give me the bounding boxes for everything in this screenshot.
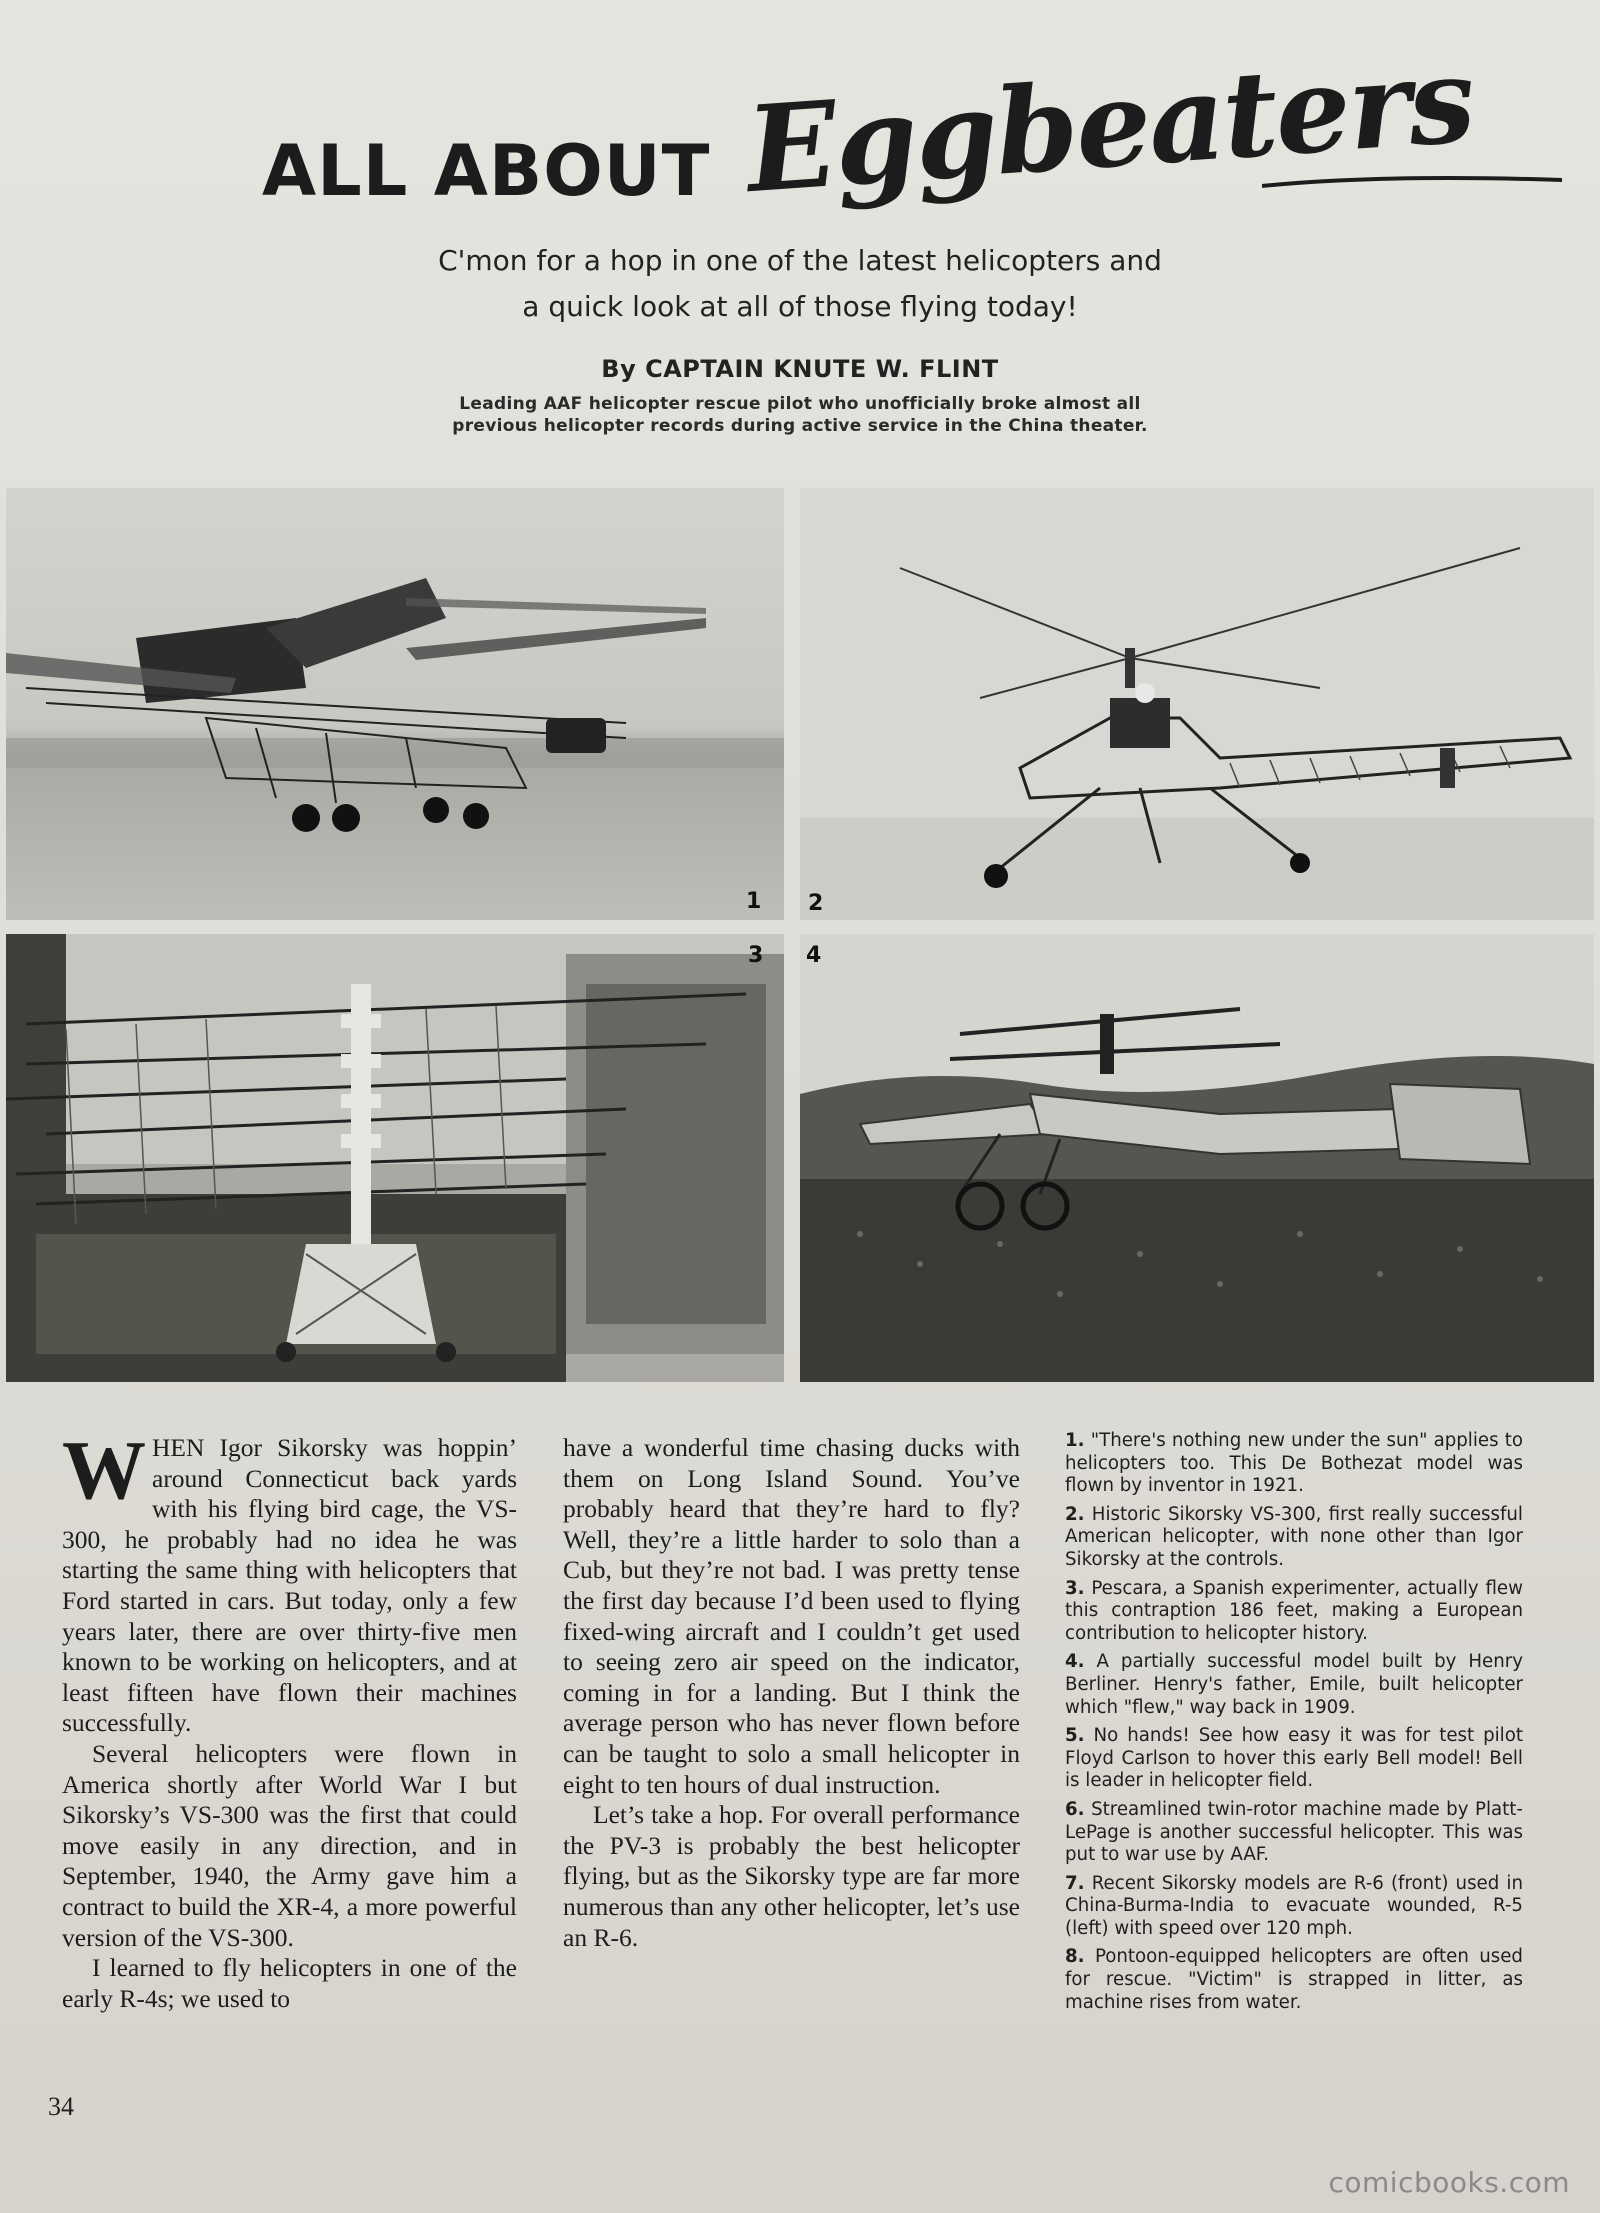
- caption-1-number: 1.: [1065, 1430, 1085, 1451]
- photo-1-de-bothezat: [6, 488, 784, 920]
- bio-line-2: previous helicopter records during active service in the China theater.: [452, 416, 1148, 436]
- caption-1: [1065, 1430, 1523, 1498]
- caption-2-text: Historic Sikorsky VS-300, first really successful American helicopter, with none other than Igor Sikorsky at the controls.: [1065, 1503, 1523, 1570]
- caption-5-number: 5.: [1065, 1725, 1085, 1747]
- caption-8-number: 8.: [1065, 1946, 1085, 1968]
- article-paragraph-3: I learned to fly helicopters in one of the early R-4s; we used to: [62, 1953, 517, 2013]
- caption-3-number: 3.: [1065, 1577, 1085, 1599]
- caption-8: [1065, 1946, 1523, 2014]
- caption-6-number: 6.: [1065, 1798, 1085, 1820]
- page-number: 34: [48, 2092, 74, 2121]
- caption-3: [1065, 1578, 1523, 1646]
- site-watermark: comicbooks.com: [1328, 2166, 1570, 2199]
- photo-4-berliner: [800, 934, 1594, 1382]
- caption-6-text: Streamlined twin-rotor machine made by Platt-LePage is another successful helicopter. This was put to war use by AAF.: [1065, 1798, 1523, 1866]
- caption-7-number: 7.: [1065, 1872, 1085, 1894]
- article-paragraph-2: Several helicopters were flown in America shortly after World War I but Sikorsky’s VS-300 was the first that could move easily in any direction, and in September, 1940, the Army gave him a contract to build the XR-4, a more powerful version of the VS-300.: [62, 1738, 517, 1952]
- photo-2-number: 2: [808, 891, 824, 916]
- caption-4-text: A partially successful model built by Henry Berliner. Henry's father, Emile, built helicopter which "flew," way back in 1909.: [1065, 1651, 1523, 1718]
- photo-4-number: 4: [806, 943, 822, 968]
- bio-line-1: Leading AAF helicopter rescue pilot who unofficially broke almost all: [459, 394, 1141, 414]
- caption-5-text: No hands! See how easy it was for test pilot Floyd Carlson to hover this early Bell model! Bell is leader in helicopter field.: [1065, 1725, 1523, 1792]
- drop-cap: W: [62, 1424, 146, 1517]
- caption-4-number: 4.: [1065, 1651, 1085, 1673]
- article-column-2: [563, 1433, 1020, 1953]
- photo-3-number: 3: [748, 943, 764, 968]
- caption-2-number: 2.: [1065, 1503, 1085, 1525]
- caption-4: [1065, 1651, 1523, 1719]
- author-byline: By CAPTAIN KNUTE W. FLINT: [601, 355, 999, 383]
- author-bio: [360, 393, 1240, 437]
- paragraph-1-text: HEN Igor Sikorsky was hoppin’ around Connecticut back yards with his flying bird cage, the VS-300, he probably had no idea he was starting the same thing with helicopters that Ford started in cars. But today, only a few years later, there are over thirty-five men known to be working on helicopters, and at least fifteen have flown their machines successfully.: [62, 1433, 517, 1738]
- caption-8-text: Pontoon-equipped helicopters are often used for rescue. "Victim" is strapped in litter, as machine rises from water.: [1065, 1946, 1523, 2013]
- caption-3-text: Pescara, a Spanish experimenter, actually flew this contraption 186 feet, making a European contribution to helicopter history.: [1065, 1577, 1523, 1644]
- article-paragraph-1: [62, 1424, 517, 1739]
- photo-captions: [1065, 1430, 1523, 2020]
- subtitle-line-2: a quick look at all of those flying today!: [522, 290, 1078, 323]
- title-block-text: ALL ABOUT: [262, 130, 711, 212]
- subtitle-line-1: C'mon for a hop in one of the latest helicopters and: [438, 244, 1162, 277]
- photo-3-pescara: [6, 934, 784, 1382]
- title-script-text: Eggbeaters: [742, 29, 1478, 219]
- caption-2: [1065, 1504, 1523, 1572]
- article-paragraph-5: Let’s take a hop. For overall performance the PV-3 is probably the best helicopter flying, but as the Sikorsky type are far more numerous than any other helicopter, let’s use an R-6.: [563, 1800, 1020, 1952]
- caption-7-text: Recent Sikorsky models are R-6 (front) used in China-Burma-India to evacuate wounded, R-5 (left) with speed over 120 mph.: [1065, 1872, 1523, 1939]
- photo-2-sikorsky-vs300: [800, 488, 1594, 920]
- caption-7: [1065, 1873, 1523, 1941]
- caption-1-text: "There's nothing new under the sun" applies to helicopters too. This De Bothezat model was flown by inventor in 1921.: [1065, 1430, 1523, 1497]
- article-title: [262, 29, 1478, 230]
- title-swash-stroke: [1262, 168, 1562, 198]
- caption-6: [1065, 1799, 1523, 1867]
- caption-5: [1065, 1725, 1523, 1793]
- article-paragraph-4: have a wonderful time chasing ducks with them on Long Island Sound. You’ve probably heard that they’re hard to fly? Well, they’re a little harder to solo than a Cub, but they’re not bad. I was pretty tense the first day because I’d been used to flying fixed-wing aircraft and I couldn’t get used to seeing zero air speed on the indicator, coming in for a landing. But I think the average person who has never flown before can be taught to solo a small helicopter in eight to ten hours of dual instruction.: [563, 1433, 1020, 1799]
- article-subtitle: [300, 238, 1300, 330]
- article-column-1: [62, 1424, 517, 2014]
- photo-1-number: 1: [746, 889, 762, 914]
